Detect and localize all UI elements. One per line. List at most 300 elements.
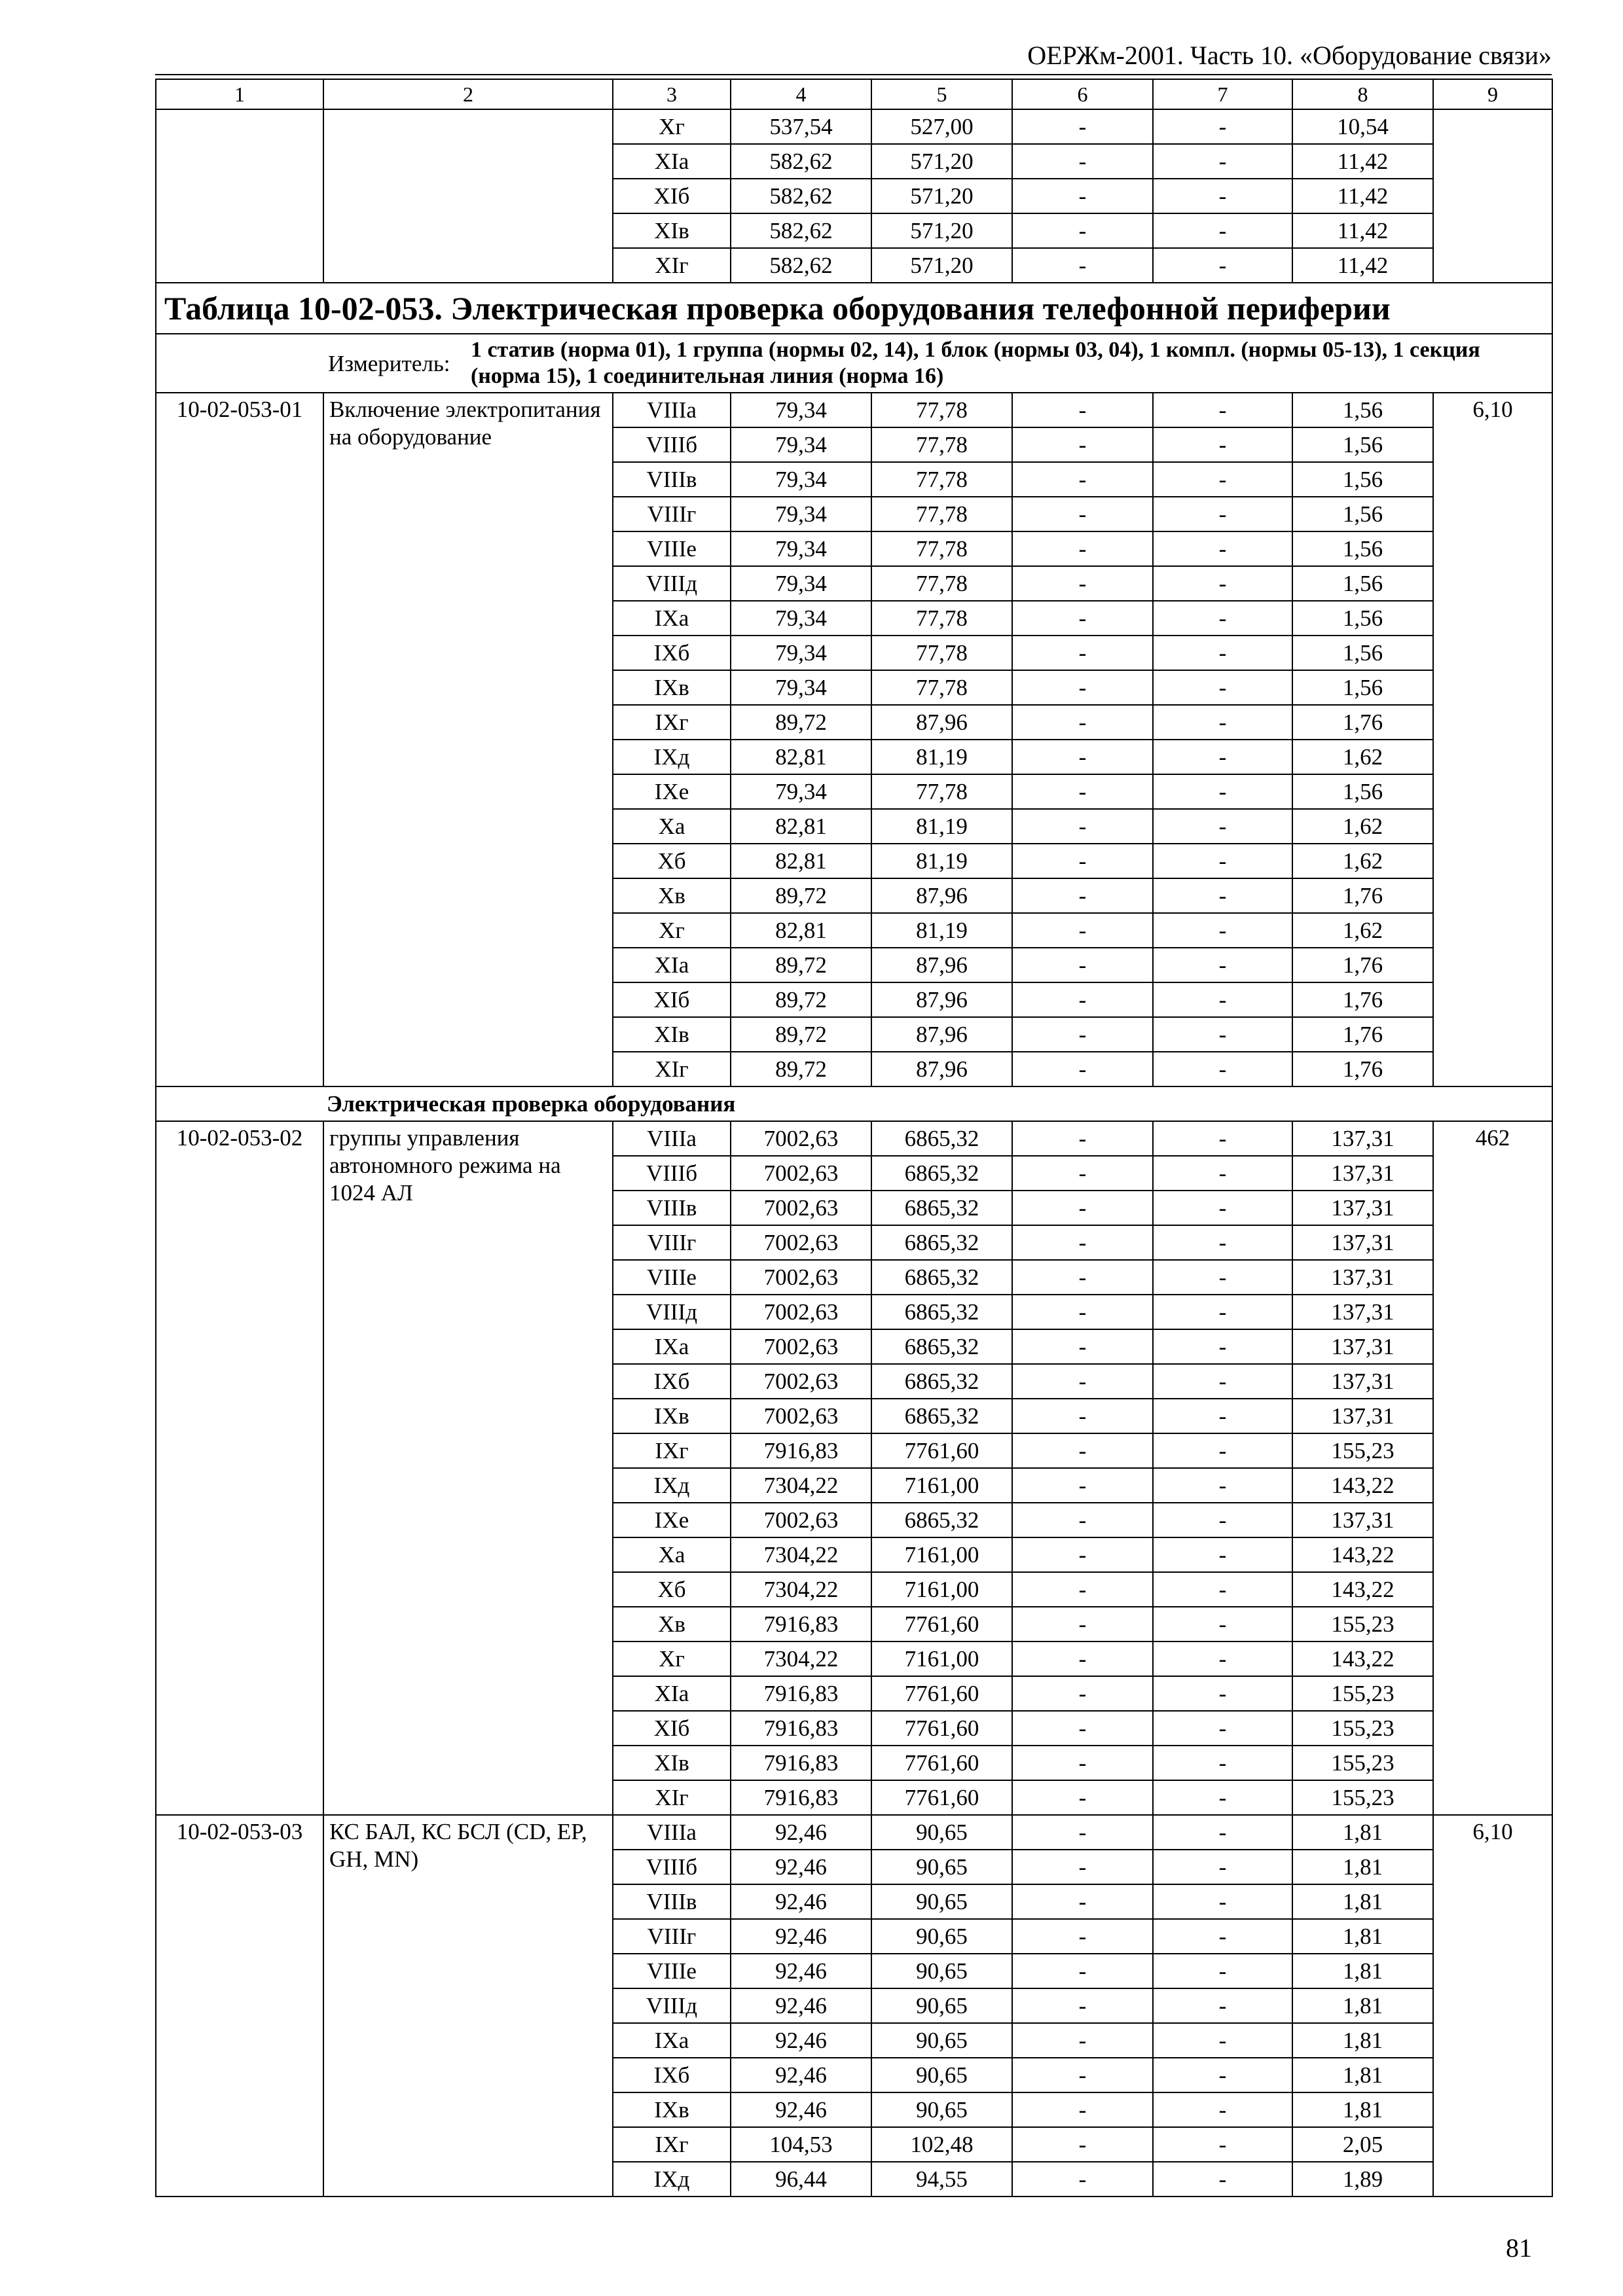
wages-cell: 6865,32 (871, 1295, 1012, 1329)
direct-cost-cell: 82,81 (731, 809, 871, 844)
zone-cell: IXб (613, 1364, 731, 1399)
direct-cost-cell: 7916,83 (731, 1746, 871, 1780)
machines-cell: - (1012, 1156, 1153, 1191)
machinist-wages-cell: - (1153, 1850, 1292, 1884)
column-number: 4 (731, 79, 871, 109)
wages-cell: 102,48 (871, 2127, 1012, 2162)
name-cell (323, 109, 613, 283)
machines-cell: - (1012, 1433, 1153, 1468)
materials-cell: 137,31 (1292, 1121, 1433, 1156)
wages-cell: 6865,32 (871, 1329, 1012, 1364)
zone-cell: IXб (613, 636, 731, 670)
wages-cell: 90,65 (871, 1884, 1012, 1919)
direct-cost-cell: 582,62 (731, 213, 871, 248)
column-number: 2 (323, 79, 613, 109)
direct-cost-cell: 79,34 (731, 636, 871, 670)
machinist-wages-cell: - (1153, 1121, 1292, 1156)
zone-cell: XIв (613, 1746, 731, 1780)
direct-cost-cell: 79,34 (731, 497, 871, 531)
wages-cell: 87,96 (871, 878, 1012, 913)
machines-cell: - (1012, 1850, 1153, 1884)
zone-cell: XIа (613, 948, 731, 982)
direct-cost-cell: 92,46 (731, 1850, 871, 1884)
machinist-wages-cell: - (1153, 2092, 1292, 2127)
wages-cell: 81,19 (871, 844, 1012, 878)
direct-cost-cell: 7304,22 (731, 1537, 871, 1572)
wages-cell: 7161,00 (871, 1468, 1012, 1503)
norm-code: 10-02-053-02 (156, 1121, 323, 1815)
machinist-wages-cell: - (1153, 1052, 1292, 1086)
machines-cell: - (1012, 1121, 1153, 1156)
zone-cell: IXа (613, 1329, 731, 1364)
machinist-wages-cell: - (1153, 705, 1292, 740)
direct-cost-cell: 92,46 (731, 2023, 871, 2058)
direct-cost-cell: 7304,22 (731, 1572, 871, 1607)
direct-cost-cell: 537,54 (731, 109, 871, 144)
direct-cost-cell: 89,72 (731, 982, 871, 1017)
wages-cell: 87,96 (871, 982, 1012, 1017)
materials-cell: 137,31 (1292, 1225, 1433, 1260)
materials-cell: 143,22 (1292, 1572, 1433, 1607)
measure-text: 1 статив (норма 01), 1 группа (нормы 02, 14), 1 блок (нормы 03, 04), 1 компл. (нормы 05-13), 1 секция (норма 15), 1 соединительная линия (норма 16) (470, 338, 1480, 388)
direct-cost-cell: 92,46 (731, 1815, 871, 1850)
column-number: 3 (613, 79, 731, 109)
wages-cell: 6865,32 (871, 1399, 1012, 1433)
norm-price: 6,10 (1433, 1815, 1552, 2197)
materials-cell: 1,81 (1292, 2058, 1433, 2092)
zone-cell: VIIIе (613, 1260, 731, 1295)
machinist-wages-cell: - (1153, 1468, 1292, 1503)
zone-cell: VIIIг (613, 1919, 731, 1954)
machinist-wages-cell: - (1153, 248, 1292, 283)
zone-cell: IXв (613, 670, 731, 705)
zone-cell: XIв (613, 213, 731, 248)
machinist-wages-cell: - (1153, 427, 1292, 462)
wages-cell: 90,65 (871, 1988, 1012, 2023)
machines-cell: - (1012, 1954, 1153, 1988)
wages-cell: 87,96 (871, 705, 1012, 740)
materials-cell: 1,56 (1292, 636, 1433, 670)
direct-cost-cell: 7916,83 (731, 1676, 871, 1711)
machines-cell: - (1012, 878, 1153, 913)
machinist-wages-cell: - (1153, 1815, 1292, 1850)
wages-cell: 81,19 (871, 740, 1012, 774)
materials-cell: 11,42 (1292, 248, 1433, 283)
machines-cell: - (1012, 393, 1153, 427)
machines-cell: - (1012, 948, 1153, 982)
column-number: 1 (156, 79, 323, 109)
machines-cell: - (1012, 601, 1153, 636)
machines-cell: - (1012, 2162, 1153, 2197)
wages-cell: 571,20 (871, 248, 1012, 283)
materials-cell: 1,56 (1292, 497, 1433, 531)
materials-cell: 1,62 (1292, 844, 1433, 878)
machinist-wages-cell: - (1153, 774, 1292, 809)
wages-cell: 90,65 (871, 1815, 1012, 1850)
machinist-wages-cell: - (1153, 1572, 1292, 1607)
machinist-wages-cell: - (1153, 809, 1292, 844)
wages-cell: 7161,00 (871, 1537, 1012, 1572)
machinist-wages-cell: - (1153, 179, 1292, 213)
column-number: 7 (1153, 79, 1292, 109)
materials-cell: 1,81 (1292, 1988, 1433, 2023)
measure-label: Измеритель: (328, 350, 450, 376)
machinist-wages-cell: - (1153, 1537, 1292, 1572)
wages-cell: 571,20 (871, 179, 1012, 213)
machines-cell: - (1012, 497, 1153, 531)
machines-cell: - (1012, 1641, 1153, 1676)
machinist-wages-cell: - (1153, 2023, 1292, 2058)
zone-cell: VIIIа (613, 1815, 731, 1850)
machines-cell: - (1012, 1329, 1153, 1364)
zone-cell: IXг (613, 1433, 731, 1468)
materials-cell: 1,56 (1292, 566, 1433, 601)
machinist-wages-cell: - (1153, 1746, 1292, 1780)
wages-cell: 77,78 (871, 670, 1012, 705)
materials-cell: 1,89 (1292, 2162, 1433, 2197)
direct-cost-cell: 7002,63 (731, 1295, 871, 1329)
norm-name: КС БАЛ, КС БСЛ (CD, EP, GH, MN) (323, 1815, 613, 2197)
table-title: Таблица 10-02-053. Электрическая проверка оборудования телефонной периферии (156, 283, 1552, 334)
machinist-wages-cell: - (1153, 462, 1292, 497)
machines-cell: - (1012, 2023, 1153, 2058)
machines-cell: - (1012, 1988, 1153, 2023)
machines-cell: - (1012, 1780, 1153, 1815)
direct-cost-cell: 79,34 (731, 670, 871, 705)
machinist-wages-cell: - (1153, 1919, 1292, 1954)
machinist-wages-cell: - (1153, 1884, 1292, 1919)
norm-code: 10-02-053-01 (156, 393, 323, 1086)
machinist-wages-cell: - (1153, 566, 1292, 601)
zone-cell: VIIIд (613, 1988, 731, 2023)
machines-cell: - (1012, 1676, 1153, 1711)
zone-cell: XIг (613, 248, 731, 283)
direct-cost-cell: 7002,63 (731, 1191, 871, 1225)
zone-cell: Xв (613, 878, 731, 913)
machines-cell: - (1012, 1884, 1153, 1919)
direct-cost-cell: 79,34 (731, 774, 871, 809)
zone-cell: VIIIб (613, 427, 731, 462)
zone-cell: IXд (613, 1468, 731, 1503)
column-number: 5 (871, 79, 1012, 109)
machinist-wages-cell: - (1153, 878, 1292, 913)
page-number: 81 (1506, 2233, 1532, 2263)
section-heading-row (156, 1086, 1552, 1121)
running-header: ОЕРЖм-2001. Часть 10. «Оборудование связи» (1027, 41, 1552, 70)
direct-cost-cell: 7002,63 (731, 1399, 871, 1433)
machinist-wages-cell: - (1153, 1191, 1292, 1225)
machines-cell: - (1012, 1191, 1153, 1225)
machines-cell: - (1012, 913, 1153, 948)
direct-cost-cell: 7916,83 (731, 1780, 871, 1815)
zone-cell: VIIIг (613, 497, 731, 531)
wages-cell: 6865,32 (871, 1260, 1012, 1295)
direct-cost-cell: 89,72 (731, 878, 871, 913)
materials-cell: 1,76 (1292, 982, 1433, 1017)
column-number-row (156, 79, 1552, 109)
materials-cell: 143,22 (1292, 1641, 1433, 1676)
machines-cell: - (1012, 982, 1153, 1017)
wages-cell: 7761,60 (871, 1607, 1012, 1641)
materials-cell: 1,76 (1292, 878, 1433, 913)
direct-cost-cell: 89,72 (731, 948, 871, 982)
materials-cell: 137,31 (1292, 1364, 1433, 1399)
wages-cell: 7161,00 (871, 1641, 1012, 1676)
direct-cost-cell: 79,34 (731, 601, 871, 636)
wages-cell: 90,65 (871, 2023, 1012, 2058)
zone-cell: IXе (613, 1503, 731, 1537)
machines-cell: - (1012, 1225, 1153, 1260)
machinist-wages-cell: - (1153, 982, 1292, 1017)
wages-cell: 77,78 (871, 393, 1012, 427)
materials-cell: 1,56 (1292, 670, 1433, 705)
materials-cell: 1,81 (1292, 1815, 1433, 1850)
materials-cell: 11,42 (1292, 213, 1433, 248)
materials-cell: 1,56 (1292, 601, 1433, 636)
machinist-wages-cell: - (1153, 1676, 1292, 1711)
column-number: 8 (1292, 79, 1433, 109)
direct-cost-cell: 7916,83 (731, 1711, 871, 1746)
machines-cell: - (1012, 462, 1153, 497)
zone-cell: IXа (613, 601, 731, 636)
direct-cost-cell: 92,46 (731, 1884, 871, 1919)
machines-cell: - (1012, 213, 1153, 248)
wages-cell: 7761,60 (871, 1676, 1012, 1711)
machinist-wages-cell: - (1153, 1156, 1292, 1191)
zone-cell: VIIIв (613, 462, 731, 497)
machinist-wages-cell: - (1153, 393, 1292, 427)
materials-cell: 1,81 (1292, 2092, 1433, 2127)
machinist-wages-cell: - (1153, 2127, 1292, 2162)
direct-cost-cell: 82,81 (731, 913, 871, 948)
zone-cell: Xб (613, 844, 731, 878)
wages-cell: 87,96 (871, 948, 1012, 982)
direct-cost-cell: 79,34 (731, 566, 871, 601)
machinist-wages-cell: - (1153, 1503, 1292, 1537)
zone-cell: VIIIе (613, 531, 731, 566)
wages-cell: 7761,60 (871, 1746, 1012, 1780)
materials-cell: 1,56 (1292, 427, 1433, 462)
machines-cell: - (1012, 705, 1153, 740)
measure-row (156, 334, 1552, 393)
column-number: 6 (1012, 79, 1153, 109)
wages-cell: 77,78 (871, 601, 1012, 636)
materials-cell: 137,31 (1292, 1503, 1433, 1537)
zone-cell: VIIIд (613, 1295, 731, 1329)
materials-cell: 155,23 (1292, 1780, 1433, 1815)
wages-cell: 6865,32 (871, 1503, 1012, 1537)
table-title-row (156, 283, 1552, 334)
direct-cost-cell: 89,72 (731, 1017, 871, 1052)
materials-cell: 155,23 (1292, 1607, 1433, 1641)
machinist-wages-cell: - (1153, 948, 1292, 982)
machinist-wages-cell: - (1153, 844, 1292, 878)
machines-cell: - (1012, 774, 1153, 809)
materials-cell: 155,23 (1292, 1433, 1433, 1468)
direct-cost-cell: 582,62 (731, 179, 871, 213)
machinist-wages-cell: - (1153, 2162, 1292, 2197)
materials-cell: 11,42 (1292, 144, 1433, 179)
zone-cell: IXд (613, 2162, 731, 2197)
materials-cell: 137,31 (1292, 1191, 1433, 1225)
machines-cell: - (1012, 2092, 1153, 2127)
zone-cell: Xг (613, 109, 731, 144)
direct-cost-cell: 92,46 (731, 1919, 871, 1954)
machines-cell: - (1012, 531, 1153, 566)
materials-cell: 1,62 (1292, 913, 1433, 948)
machines-cell: - (1012, 1399, 1153, 1433)
machines-cell: - (1012, 670, 1153, 705)
materials-cell: 1,81 (1292, 1954, 1433, 1988)
materials-cell: 137,31 (1292, 1156, 1433, 1191)
machinist-wages-cell: - (1153, 601, 1292, 636)
direct-cost-cell: 104,53 (731, 2127, 871, 2162)
table-body (156, 79, 1552, 2197)
wages-cell: 571,20 (871, 144, 1012, 179)
zone-cell: VIIIа (613, 393, 731, 427)
wages-cell: 77,78 (871, 427, 1012, 462)
machinist-wages-cell: - (1153, 1329, 1292, 1364)
direct-cost-cell: 7002,63 (731, 1121, 871, 1156)
materials-cell: 10,54 (1292, 109, 1433, 144)
machines-cell: - (1012, 844, 1153, 878)
direct-cost-cell: 82,81 (731, 740, 871, 774)
direct-cost-cell: 92,46 (731, 2058, 871, 2092)
direct-cost-cell: 7304,22 (731, 1468, 871, 1503)
zone-cell: VIIIе (613, 1954, 731, 1988)
materials-cell: 1,81 (1292, 1850, 1433, 1884)
machines-cell: - (1012, 740, 1153, 774)
zone-cell: XIб (613, 982, 731, 1017)
table-row (156, 1121, 1552, 1156)
machines-cell: - (1012, 1572, 1153, 1607)
machines-cell: - (1012, 809, 1153, 844)
direct-cost-cell: 89,72 (731, 1052, 871, 1086)
machines-cell: - (1012, 1017, 1153, 1052)
direct-cost-cell: 582,62 (731, 248, 871, 283)
direct-cost-cell: 92,46 (731, 1954, 871, 1988)
wages-cell: 90,65 (871, 1850, 1012, 1884)
machines-cell: - (1012, 1364, 1153, 1399)
materials-cell: 1,81 (1292, 1919, 1433, 1954)
wages-cell: 6865,32 (871, 1191, 1012, 1225)
materials-cell: 2,05 (1292, 2127, 1433, 2162)
zone-cell: XIб (613, 179, 731, 213)
machinist-wages-cell: - (1153, 1641, 1292, 1676)
materials-cell: 1,81 (1292, 1884, 1433, 1919)
zone-cell: XIв (613, 1017, 731, 1052)
machines-cell: - (1012, 1503, 1153, 1537)
materials-cell: 137,31 (1292, 1260, 1433, 1295)
direct-cost-cell: 89,72 (731, 705, 871, 740)
section-heading: Электрическая проверка оборудования (156, 1086, 1552, 1121)
wages-cell: 87,96 (871, 1017, 1012, 1052)
zone-cell: VIIIа (613, 1121, 731, 1156)
materials-cell: 143,22 (1292, 1468, 1433, 1503)
wages-cell: 87,96 (871, 1052, 1012, 1086)
machines-cell: - (1012, 636, 1153, 670)
zone-cell: VIIIд (613, 566, 731, 601)
zone-cell: IXв (613, 1399, 731, 1433)
norm-name: Включение электропитания на оборудование (323, 393, 613, 1086)
machinist-wages-cell: - (1153, 1225, 1292, 1260)
machines-cell: - (1012, 1537, 1153, 1572)
machinist-wages-cell: - (1153, 1988, 1292, 2023)
machinist-wages-cell: - (1153, 144, 1292, 179)
wages-cell: 94,55 (871, 2162, 1012, 2197)
wages-cell: 77,78 (871, 497, 1012, 531)
zone-cell: IXг (613, 705, 731, 740)
machinist-wages-cell: - (1153, 109, 1292, 144)
machines-cell: - (1012, 2127, 1153, 2162)
zone-cell: IXв (613, 2092, 731, 2127)
direct-cost-cell: 79,34 (731, 531, 871, 566)
materials-cell: 1,62 (1292, 740, 1433, 774)
direct-cost-cell: 79,34 (731, 462, 871, 497)
direct-cost-cell: 79,34 (731, 393, 871, 427)
table-row (156, 393, 1552, 427)
zone-cell: XIг (613, 1052, 731, 1086)
wages-cell: 77,78 (871, 774, 1012, 809)
materials-cell: 1,56 (1292, 393, 1433, 427)
materials-cell: 1,56 (1292, 462, 1433, 497)
machines-cell: - (1012, 144, 1153, 179)
norm-code: 10-02-053-03 (156, 1815, 323, 2197)
direct-cost-cell: 7002,63 (731, 1364, 871, 1399)
machinist-wages-cell: - (1153, 497, 1292, 531)
machines-cell: - (1012, 427, 1153, 462)
direct-cost-cell: 7002,63 (731, 1156, 871, 1191)
direct-cost-cell: 7304,22 (731, 1641, 871, 1676)
zone-cell: Xб (613, 1572, 731, 1607)
zone-cell: VIIIв (613, 1191, 731, 1225)
price-cell (1433, 109, 1552, 283)
direct-cost-cell: 7916,83 (731, 1607, 871, 1641)
materials-cell: 155,23 (1292, 1746, 1433, 1780)
materials-cell: 137,31 (1292, 1399, 1433, 1433)
machines-cell: - (1012, 2058, 1153, 2092)
materials-cell: 137,31 (1292, 1295, 1433, 1329)
machines-cell: - (1012, 179, 1153, 213)
table-row (156, 109, 1552, 144)
materials-cell: 11,42 (1292, 179, 1433, 213)
direct-cost-cell: 7002,63 (731, 1225, 871, 1260)
table-row (156, 1815, 1552, 1850)
materials-cell: 1,76 (1292, 1017, 1433, 1052)
machines-cell: - (1012, 566, 1153, 601)
machinist-wages-cell: - (1153, 740, 1292, 774)
wages-cell: 527,00 (871, 109, 1012, 144)
norm-name: группы управления автономного режима на 1024 АЛ (323, 1121, 613, 1815)
code-cell (156, 109, 323, 283)
wages-cell: 6865,32 (871, 1156, 1012, 1191)
zone-cell: VIIIб (613, 1850, 731, 1884)
direct-cost-cell: 82,81 (731, 844, 871, 878)
materials-cell: 1,56 (1292, 531, 1433, 566)
zone-cell: XIа (613, 1676, 731, 1711)
wages-cell: 6865,32 (871, 1364, 1012, 1399)
norm-price: 6,10 (1433, 393, 1552, 1086)
norm-price: 462 (1433, 1121, 1552, 1815)
materials-cell: 1,81 (1292, 2023, 1433, 2058)
wages-cell: 81,19 (871, 809, 1012, 844)
direct-cost-cell: 96,44 (731, 2162, 871, 2197)
machinist-wages-cell: - (1153, 1607, 1292, 1641)
machines-cell: - (1012, 1468, 1153, 1503)
machinist-wages-cell: - (1153, 1711, 1292, 1746)
materials-cell: 1,76 (1292, 705, 1433, 740)
machines-cell: - (1012, 109, 1153, 144)
